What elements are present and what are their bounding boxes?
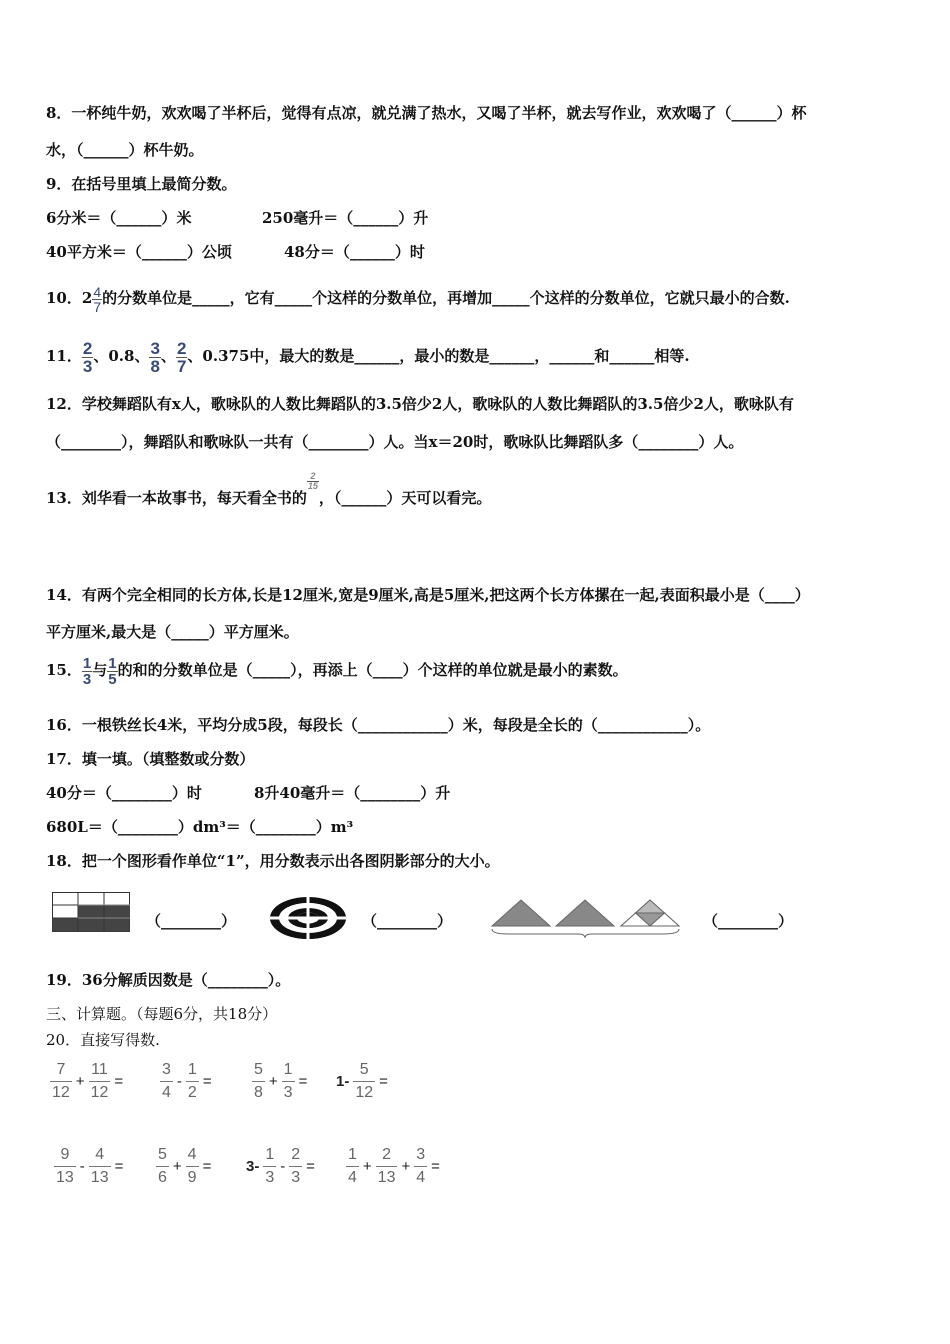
q12-line2: （________），舞蹈队和歌咏队一共有（________）人。当x＝20时，歌咏队比舞蹈队多（________）人。	[46, 433, 744, 451]
calc-equals: =	[202, 1158, 212, 1175]
calc-equals: =	[379, 1073, 388, 1090]
calc-den: 4	[348, 1169, 357, 1186]
q11-frac-2	[149, 340, 160, 375]
q11-line	[46, 336, 690, 376]
calc-den: 4	[162, 1084, 171, 1101]
q13-frac-num: 2	[307, 472, 319, 482]
calc-r1-4	[336, 1062, 392, 1101]
q11-frac-3-den: 7	[176, 356, 187, 376]
calc-operator: +	[172, 1158, 182, 1175]
calc-den: 12	[355, 1084, 374, 1101]
calc-r2-4	[346, 1147, 444, 1186]
calc-operator: -	[176, 1073, 182, 1090]
q15-frac-2-num: 1	[108, 654, 117, 672]
q17-item-c: 680L＝（________）dm³＝（________）m³	[46, 818, 354, 836]
q10-line	[46, 280, 790, 316]
calc-frac	[54, 1147, 76, 1186]
calc-den: 3	[265, 1169, 275, 1186]
q9-item-d: 48分＝（______）时	[284, 243, 425, 261]
calc-den: 12	[90, 1084, 109, 1101]
calc-r1-1	[50, 1062, 127, 1101]
q11-frac-2-num: 3	[150, 338, 160, 358]
calc-frac	[186, 1062, 199, 1101]
calc-den: 3	[291, 1169, 301, 1186]
calc-den: 9	[187, 1169, 197, 1186]
calc-num: 7	[50, 1062, 72, 1082]
q15-frac-1	[82, 656, 92, 687]
q18-blank-3: （________）	[703, 912, 794, 930]
q8-line1: 8．一杯纯牛奶，欢欢喝了半杯后，觉得有点凉，就兑满了热水，又喝了半杯，就去写作业，欢欢喝了（______）杯	[46, 104, 807, 122]
q9-title: 9．在括号里填上最简分数。	[46, 175, 237, 193]
calc-den: 13	[90, 1169, 109, 1186]
calc-equals: =	[114, 1073, 124, 1090]
q14-line1: 14．有两个完全相同的长方体,长是12厘米,宽是9厘米,高是5厘米,把这两个长方体摞在一起,表面积最小是（____）	[46, 586, 810, 604]
calc-frac	[186, 1147, 199, 1186]
q15-frac-1-num: 1	[82, 654, 92, 672]
calc-frac	[252, 1062, 265, 1101]
calc-den: 6	[158, 1169, 167, 1186]
q11-text: 、0.375中，最大的数是______，最小的数是______，______和______相等.	[187, 347, 690, 365]
calc-operator: -	[280, 1158, 286, 1175]
calc-den: 12	[52, 1084, 70, 1101]
q13-frac-den: 15	[307, 481, 318, 491]
calc-operator: +	[362, 1158, 372, 1175]
calc-den: 13	[377, 1169, 396, 1186]
calc-lead: 1-	[336, 1073, 350, 1090]
calc-den: 13	[56, 1169, 74, 1186]
calc-den: 4	[416, 1169, 426, 1186]
calc-equals: =	[298, 1073, 308, 1090]
calc-frac	[282, 1062, 295, 1101]
q15-sep: 与	[92, 661, 108, 679]
q13-text-a: 13．刘华看一本故事书，每天看全书的	[46, 489, 307, 507]
q11-frac-1-num: 2	[82, 338, 93, 358]
calc-den: 3	[283, 1084, 293, 1101]
q15-frac-2	[107, 656, 117, 687]
calc-num: 1	[282, 1062, 295, 1082]
calc-operator: +	[401, 1158, 411, 1175]
calc-num: 5	[353, 1062, 375, 1082]
q18-title: 18．把一个图形看作单位“1”，用分数表示出各图阴影部分的大小。	[46, 852, 500, 870]
calc-r2-1	[54, 1147, 127, 1186]
calc-frac	[376, 1147, 398, 1186]
grid-figure	[52, 892, 132, 932]
triangles-figure	[488, 896, 684, 940]
q13-fraction	[307, 472, 319, 491]
q17-item-b: 8升40毫升＝（________）升	[254, 784, 451, 802]
q11-frac-2-den: 8	[150, 356, 160, 376]
q17-item-a: 40分＝（________）时	[46, 784, 202, 802]
q17-title: 17．填一填。（填整数或分数）	[46, 750, 255, 768]
q15-frac-1-den: 3	[82, 670, 92, 688]
calc-num: 5	[252, 1062, 265, 1082]
calc-frac	[346, 1147, 359, 1186]
calc-frac	[263, 1147, 276, 1186]
q14-line2: 平方厘米,最大是（_____）平方厘米。	[46, 623, 299, 641]
section3-title: 三、计算题。（每题6分，共18分）	[46, 1005, 278, 1023]
calc-num: 4	[89, 1147, 111, 1167]
q8-line2: 水，（______）杯牛奶。	[46, 141, 204, 159]
calc-equals: =	[114, 1158, 124, 1175]
calc-operator: -	[79, 1158, 85, 1175]
q18-blank-2: （________）	[362, 912, 453, 930]
q11-frac-3	[176, 340, 187, 375]
q18-blank-1: （________）	[146, 912, 237, 930]
calc-r2-2	[156, 1147, 215, 1186]
q10-frac-num: 4	[93, 283, 102, 300]
calc-den: 2	[187, 1084, 197, 1101]
calc-num: 4	[186, 1147, 199, 1167]
q11-sep-1: 、0.8、	[93, 347, 150, 365]
calc-frac	[156, 1147, 169, 1186]
calc-num: 1	[186, 1062, 199, 1082]
calc-frac	[289, 1147, 302, 1186]
q11-frac-3-num: 2	[176, 338, 187, 358]
calc-num: 1	[263, 1147, 276, 1167]
calc-num: 2	[289, 1147, 302, 1167]
q10-fraction	[92, 285, 102, 314]
calc-equals: =	[306, 1158, 315, 1175]
calc-lead: 3-	[246, 1158, 260, 1175]
calc-num: 3	[160, 1062, 173, 1082]
q10-frac-den: 7	[93, 298, 102, 315]
q13-text-b: ，（______）天可以看完。	[318, 489, 492, 507]
calc-equals: =	[431, 1158, 440, 1175]
q10-prefix: 10．	[46, 289, 82, 307]
calc-r2-3	[246, 1147, 319, 1186]
q12-line1: 12．学校舞蹈队有x人，歌咏队的人数比舞蹈队的3.5倍少2人，歌咏队的人数比舞蹈队的3.5倍少2人，歌咏队有	[46, 395, 794, 413]
calc-frac	[89, 1147, 111, 1186]
calc-num: 2	[376, 1147, 398, 1167]
q13-line	[46, 471, 492, 518]
calc-r1-3	[252, 1062, 311, 1101]
calc-num: 5	[156, 1147, 169, 1167]
q11-prefix: 11．	[46, 347, 82, 365]
q11-frac-1-den: 3	[82, 356, 93, 376]
q15-line	[46, 650, 628, 690]
q20-title: 20．直接写得数.	[46, 1031, 160, 1049]
q9-item-c: 40平方米＝（______）公顷	[46, 243, 232, 261]
calc-num: 3	[414, 1147, 427, 1167]
calc-operator: +	[75, 1073, 85, 1090]
calc-frac	[89, 1062, 111, 1101]
calc-equals: =	[202, 1073, 212, 1090]
calc-frac	[50, 1062, 72, 1101]
q11-frac-1	[82, 340, 93, 375]
calc-den: 8	[254, 1084, 263, 1101]
calc-operator: +	[268, 1073, 278, 1090]
q16-line: 16．一根铁丝长4米，平均分成5段，每段长（____________）米，每段是全长的（____________）。	[46, 716, 711, 734]
calc-frac	[160, 1062, 173, 1101]
ring-figure	[268, 896, 348, 940]
calc-num: 11	[89, 1062, 111, 1082]
q9-item-a: 6分米＝（______）米	[46, 209, 192, 227]
q19-line: 19．36分解质因数是（________）。	[46, 971, 291, 989]
calc-num: 9	[54, 1147, 76, 1167]
q15-frac-2-den: 5	[108, 670, 117, 688]
q15-text: 的和的分数单位是（_____），再添上（____）个这样的单位就是最小的素数。	[117, 661, 628, 679]
calc-frac	[353, 1062, 375, 1101]
calc-num: 1	[346, 1147, 359, 1167]
calc-frac	[414, 1147, 427, 1186]
q9-item-b: 250毫升＝（______）升	[262, 209, 429, 227]
q10-whole: 2	[81, 289, 93, 307]
q11-sep-2: 、	[160, 347, 176, 365]
calc-r1-2	[160, 1062, 216, 1101]
q15-prefix: 15．	[46, 661, 82, 679]
q10-text: 的分数单位是_____，它有_____个这样的分数单位，再增加_____个这样的分数单位，它就只最小的合数.	[102, 289, 790, 307]
